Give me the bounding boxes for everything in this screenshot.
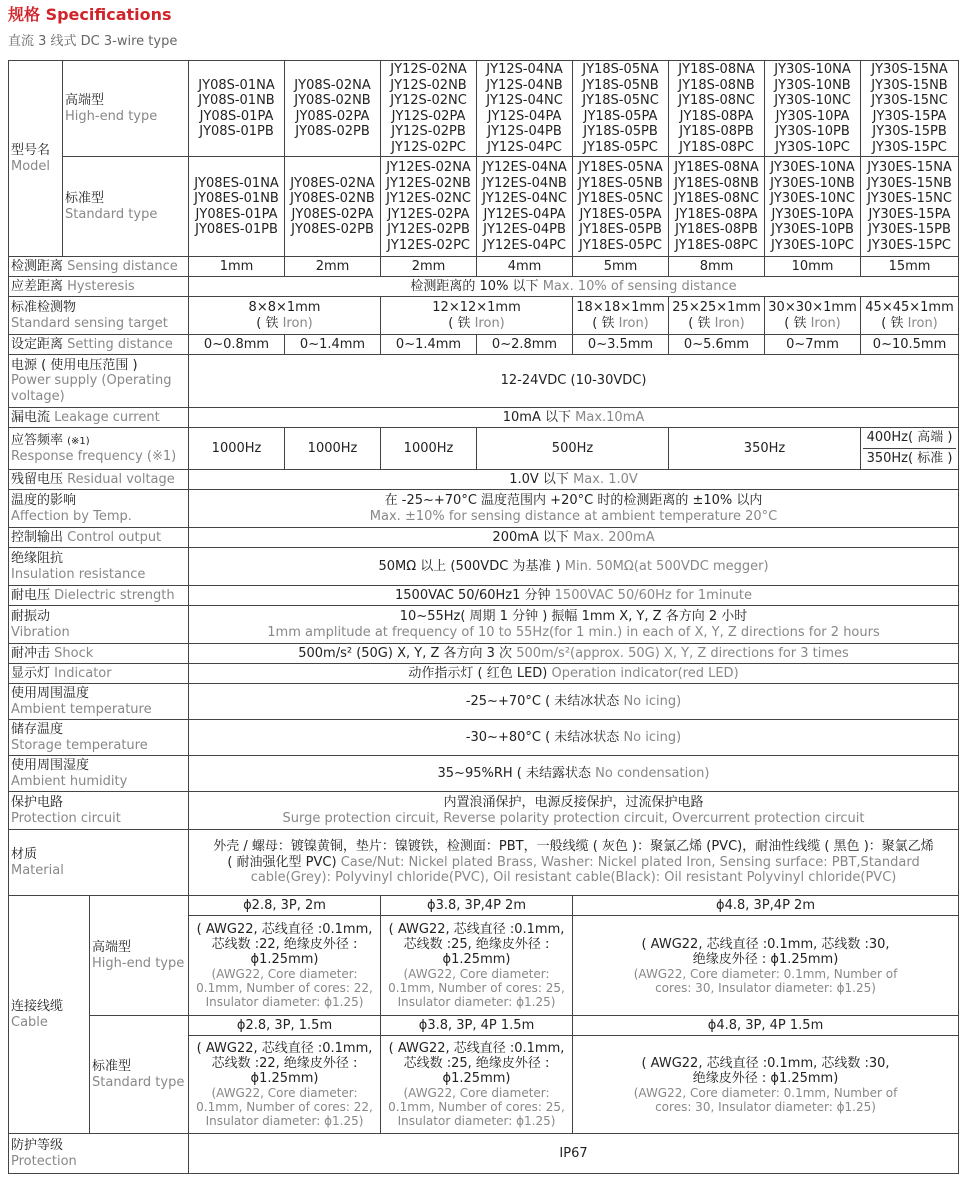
setting-distance-cell: 0~7mm [765,335,861,355]
control-output-label: 控制输出 Control output [9,528,189,548]
row-setting-distance [9,335,959,355]
sensing-distance-cell: 10mm [765,257,861,277]
row-cable-highend-spec [9,896,959,916]
model-highend-cell: JY18S-05NA JY18S-05NB JY18S-05NC JY18S-05PA JY18S-05PB JY18S-05PC [573,61,669,157]
insulation-value: 50MΩ 以上 (500VDC 为基准 ) Min. 50MΩ(at 500VDC megger) [189,548,959,586]
cable-detail-cell: ( AWG22, 芯线直径 :0.1mm, 芯线数 :30, 绝缘皮外径 : ϕ1.25mm) (AWG22, Core diameter: 0.1mm, Number of cores: 30, Insulator diameter: ϕ1.25) [573,1036,959,1134]
response-cell: 1000Hz [285,428,381,470]
row-control-output [9,528,959,548]
row-insulation [9,548,959,586]
model-highend-cell: JY12S-02NA JY12S-02NB JY12S-02NC JY12S-02PA JY12S-02PB JY12S-02PC [381,61,477,157]
model-label: 型号名 Model [9,61,63,257]
response-split-cell [861,428,959,470]
cable-spec-cell: ϕ2.8, 3P, 2m [189,896,381,916]
cable-standard-label: 标准型 Standard type [90,1016,189,1134]
sensing-distance-label: 检测距离 Sensing distance [9,257,189,277]
cable-spec-cell: ϕ2.8, 3P, 1.5m [189,1016,381,1036]
model-highend-cell: JY30S-15NA JY30S-15NB JY30S-15NC JY30S-15PA JY30S-15PB JY30S-15PC [861,61,959,157]
sensing-distance-cell: 1mm [189,257,285,277]
row-power [9,355,959,408]
row-model-standard [9,157,959,257]
protection-grade-value: IP67 [189,1134,959,1174]
target-cell: 12×12×1mm ( 铁 Iron) [381,297,573,335]
row-ambient-temp [9,684,959,720]
model-standard-cell: JY18ES-05NA JY18ES-05NB JY18ES-05NC JY18ES-05PA JY18ES-05PB JY18ES-05PC [573,157,669,257]
row-shock [9,644,959,664]
row-cable-standard-spec [9,1016,959,1036]
sensing-distance-cell: 15mm [861,257,959,277]
setting-distance-cell: 0~5.6mm [669,335,765,355]
row-vibration [9,606,959,644]
setting-distance-cell: 0~10.5mm [861,335,959,355]
storage-temp-label: 储存温度 Storage temperature [9,720,189,756]
ambient-temp-value: -25~+70°C ( 未结冰状态 No icing) [189,684,959,720]
response-highend: 400Hz( 高端 ) [863,428,956,449]
response-label: 应答频率 (※1) Response frequency (※1) [9,428,189,470]
response-cell: 350Hz [669,428,861,470]
residual-label: 残留电压 Residual voltage [9,470,189,490]
target-cell: 25×25×1mm ( 铁 Iron) [669,297,765,335]
cable-label: 连接线缆 Cable [9,896,90,1134]
control-output-value: 200mA 以下 Max. 200mA [189,528,959,548]
cable-spec-cell: ϕ3.8, 3P, 4P 1.5m [381,1016,573,1036]
row-response [9,428,959,470]
model-standard-cell: JY30ES-10NA JY30ES-10NB JY30ES-10NC JY30ES-10PA JY30ES-10PB JY30ES-10PC [765,157,861,257]
row-temp-effect [9,490,959,528]
cable-detail-cell: ( AWG22, 芯线直径 :0.1mm, 芯线数 :30, 绝缘皮外径 : ϕ1.25mm) (AWG22, Core diameter: 0.1mm, Number of cores: 30, Insulator diameter: ϕ1.25) [573,916,959,1016]
row-residual [9,470,959,490]
sensing-distance-cell: 2mm [285,257,381,277]
model-standard-cell: JY30ES-15NA JY30ES-15NB JY30ES-15NC JY30ES-15PA JY30ES-15PB JY30ES-15PC [861,157,959,257]
model-highend-cell: JY18S-08NA JY18S-08NB JY18S-08NC JY18S-08PA JY18S-08PB JY18S-08PC [669,61,765,157]
target-cell: 45×45×1mm ( 铁 Iron) [861,297,959,335]
model-standard-cell: JY08ES-02NA JY08ES-02NB JY08ES-02PA JY08ES-02PB [285,157,381,257]
cable-highend-label: 高端型 High-end type [90,896,189,1016]
response-cell: 1000Hz [381,428,477,470]
target-label: 标准检测物 Standard sensing target [9,297,189,335]
model-highend-label: 高端型 High-end type [63,61,189,157]
response-cell: 1000Hz [189,428,285,470]
power-value: 12-24VDC (10-30VDC) [189,355,959,408]
storage-temp-value: -30~+80°C ( 未结冰状态 No icing) [189,720,959,756]
cable-detail-cell: ( AWG22, 芯线直径 :0.1mm, 芯线数 :25, 绝缘皮外径 : ϕ1.25mm) (AWG22, Core diameter: 0.1mm, Number of cores: 25, Insulator diameter: ϕ1.25) [381,916,573,1016]
response-standard: 350Hz( 标准 ) [866,451,953,466]
model-highend-cell: JY08S-02NA JY08S-02NB JY08S-02PA JY08S-02PB [285,61,381,157]
page-subtitle: 直流 3 线式 DC 3-wire type [8,34,178,49]
row-storage-temp [9,720,959,756]
setting-distance-cell: 0~2.8mm [477,335,573,355]
dielectric-label: 耐电压 Dielectric strength [9,586,189,606]
material-label: 材质 Material [9,830,189,896]
indicator-label: 显示灯 Indicator [9,664,189,684]
shock-label: 耐冲击 Shock [9,644,189,664]
cable-detail-cell: ( AWG22, 芯线直径 :0.1mm, 芯线数 :25, 绝缘皮外径 : ϕ1.25mm) (AWG22, Core diameter: 0.1mm, Number of cores: 25, Insulator diameter: ϕ1.25) [381,1036,573,1134]
row-sensing-distance [9,257,959,277]
sensing-distance-cell: 4mm [477,257,573,277]
power-label: 电源 ( 使用电压范围 ) Power supply (Operating voltage) [9,355,189,408]
leakage-value: 10mA 以下 Max.10mA [189,408,959,428]
sensing-distance-cell: 5mm [573,257,669,277]
target-cell: 30×30×1mm ( 铁 Iron) [765,297,861,335]
hysteresis-label: 应差距离 Hysteresis [9,277,189,297]
cable-spec-cell: ϕ3.8, 3P,4P 2m [381,896,573,916]
cable-spec-cell: ϕ4.8, 3P, 4P 1.5m [573,1016,959,1036]
vibration-value: 10~55Hz( 周期 1 分钟 ) 振幅 1mm X, Y, Z 各方向 2 小时 1mm amplitude at frequency of 10 to 55Hz(for 1 min.) in each of X, Y, Z directions for 2 hours [189,606,959,644]
sensing-distance-cell: 2mm [381,257,477,277]
model-standard-cell: JY08ES-01NA JY08ES-01NB JY08ES-01PA JY08ES-01PB [189,157,285,257]
dielectric-value: 1500VAC 50/60Hz1 分钟 1500VAC 50/60Hz for 1minute [189,586,959,606]
row-protection-grade [9,1134,959,1174]
protection-circuit-label: 保护电路 Protection circuit [9,792,189,830]
page-title: 规格 Specifications [8,5,172,24]
material-value: 外壳 / 螺母：镀镍黄铜，垫片：镍镀铁，检测面：PBT，一般线缆 ( 灰色 )：聚氯乙烯 (PVC)，耐油性线缆 ( 黑色 )：聚氯乙烯 ( 耐油强化型 PVC) Case/Nut: Nickel plated Brass, Washer: Nickel plated Iron, Sensing surface: PBT,Standard cable(Grey): Polyvinyl chloride(PVC), Oil resistant cable(Black): Oil resistant Polyvinyl chloride(PVC) [189,830,959,896]
leakage-label: 漏电流 Leakage current [9,408,189,428]
temp-effect-label: 温度的影响 Affection by Temp. [9,490,189,528]
model-highend-cell: JY08S-01NA JY08S-01NB JY08S-01PA JY08S-01PB [189,61,285,157]
humidity-value: 35~95%RH ( 未结露状态 No condensation) [189,756,959,792]
model-standard-cell: JY12ES-04NA JY12ES-04NB JY12ES-04NC JY12ES-04PA JY12ES-04PB JY12ES-04PC [477,157,573,257]
setting-distance-cell: 0~0.8mm [189,335,285,355]
residual-value: 1.0V 以下 Max. 1.0V [189,470,959,490]
vibration-label: 耐振动 Vibration [9,606,189,644]
shock-value: 500m/s² (50G) X, Y, Z 各方向 3 次 500m/s²(approx. 50G) X, Y, Z directions for 3 times [189,644,959,664]
row-sensing-target [9,297,959,335]
temp-effect-value: 在 -25~+70°C 温度范围内 +20°C 时的检测距离的 ±10% 以内 Max. ±10% for sensing distance at ambient temperature 20°C [189,490,959,528]
row-material [9,830,959,896]
setting-distance-cell: 0~1.4mm [285,335,381,355]
target-cell: 8×8×1mm ( 铁 Iron) [189,297,381,335]
setting-distance-cell: 0~1.4mm [381,335,477,355]
model-highend-cell: JY12S-04NA JY12S-04NB JY12S-04NC JY12S-04PA JY12S-04PB JY12S-04PC [477,61,573,157]
row-model-highend [9,61,959,157]
sensing-distance-cell: 8mm [669,257,765,277]
target-cell: 18×18×1mm ( 铁 Iron) [573,297,669,335]
protection-circuit-value: 内置浪涌保护，电源反接保护，过流保护电路 Surge protection circuit, Reverse polarity protection circuit, Overcurrent protection circuit [189,792,959,830]
row-leakage [9,408,959,428]
cable-detail-cell: ( AWG22, 芯线直径 :0.1mm, 芯线数 :22, 绝缘皮外径 : ϕ1.25mm) (AWG22, Core diameter: 0.1mm, Number of cores: 22, Insulator diameter: ϕ1.25) [189,1036,381,1134]
model-standard-cell: JY12ES-02NA JY12ES-02NB JY12ES-02NC JY12ES-02PA JY12ES-02PB JY12ES-02PC [381,157,477,257]
setting-distance-label: 设定距离 Setting distance [9,335,189,355]
spec-table [8,60,959,1174]
indicator-value: 动作指示灯 ( 红色 LED) Operation indicator(red LED) [189,664,959,684]
cable-spec-cell: ϕ4.8, 3P,4P 2m [573,896,959,916]
setting-distance-cell: 0~3.5mm [573,335,669,355]
response-cell: 500Hz [477,428,669,470]
row-dielectric [9,586,959,606]
model-highend-cell: JY30S-10NA JY30S-10NB JY30S-10NC JY30S-10PA JY30S-10PB JY30S-10PC [765,61,861,157]
cable-detail-cell: ( AWG22, 芯线直径 :0.1mm, 芯线数 :22, 绝缘皮外径 : ϕ1.25mm) (AWG22, Core diameter: 0.1mm, Number of cores: 22, Insulator diameter: ϕ1.25) [189,916,381,1016]
insulation-label: 绝缘阻抗 Insulation resistance [9,548,189,586]
row-hysteresis [9,277,959,297]
row-protection-circuit [9,792,959,830]
hysteresis-value: 检测距离的 10% 以下 Max. 10% of sensing distance [189,277,959,297]
model-standard-cell: JY18ES-08NA JY18ES-08NB JY18ES-08NC JY18ES-08PA JY18ES-08PB JY18ES-08PC [669,157,765,257]
row-humidity [9,756,959,792]
model-standard-label: 标准型 Standard type [63,157,189,257]
protection-grade-label: 防护等级 Protection [9,1134,189,1174]
row-indicator [9,664,959,684]
humidity-label: 使用周围湿度 Ambient humidity [9,756,189,792]
ambient-temp-label: 使用周围温度 Ambient temperature [9,684,189,720]
